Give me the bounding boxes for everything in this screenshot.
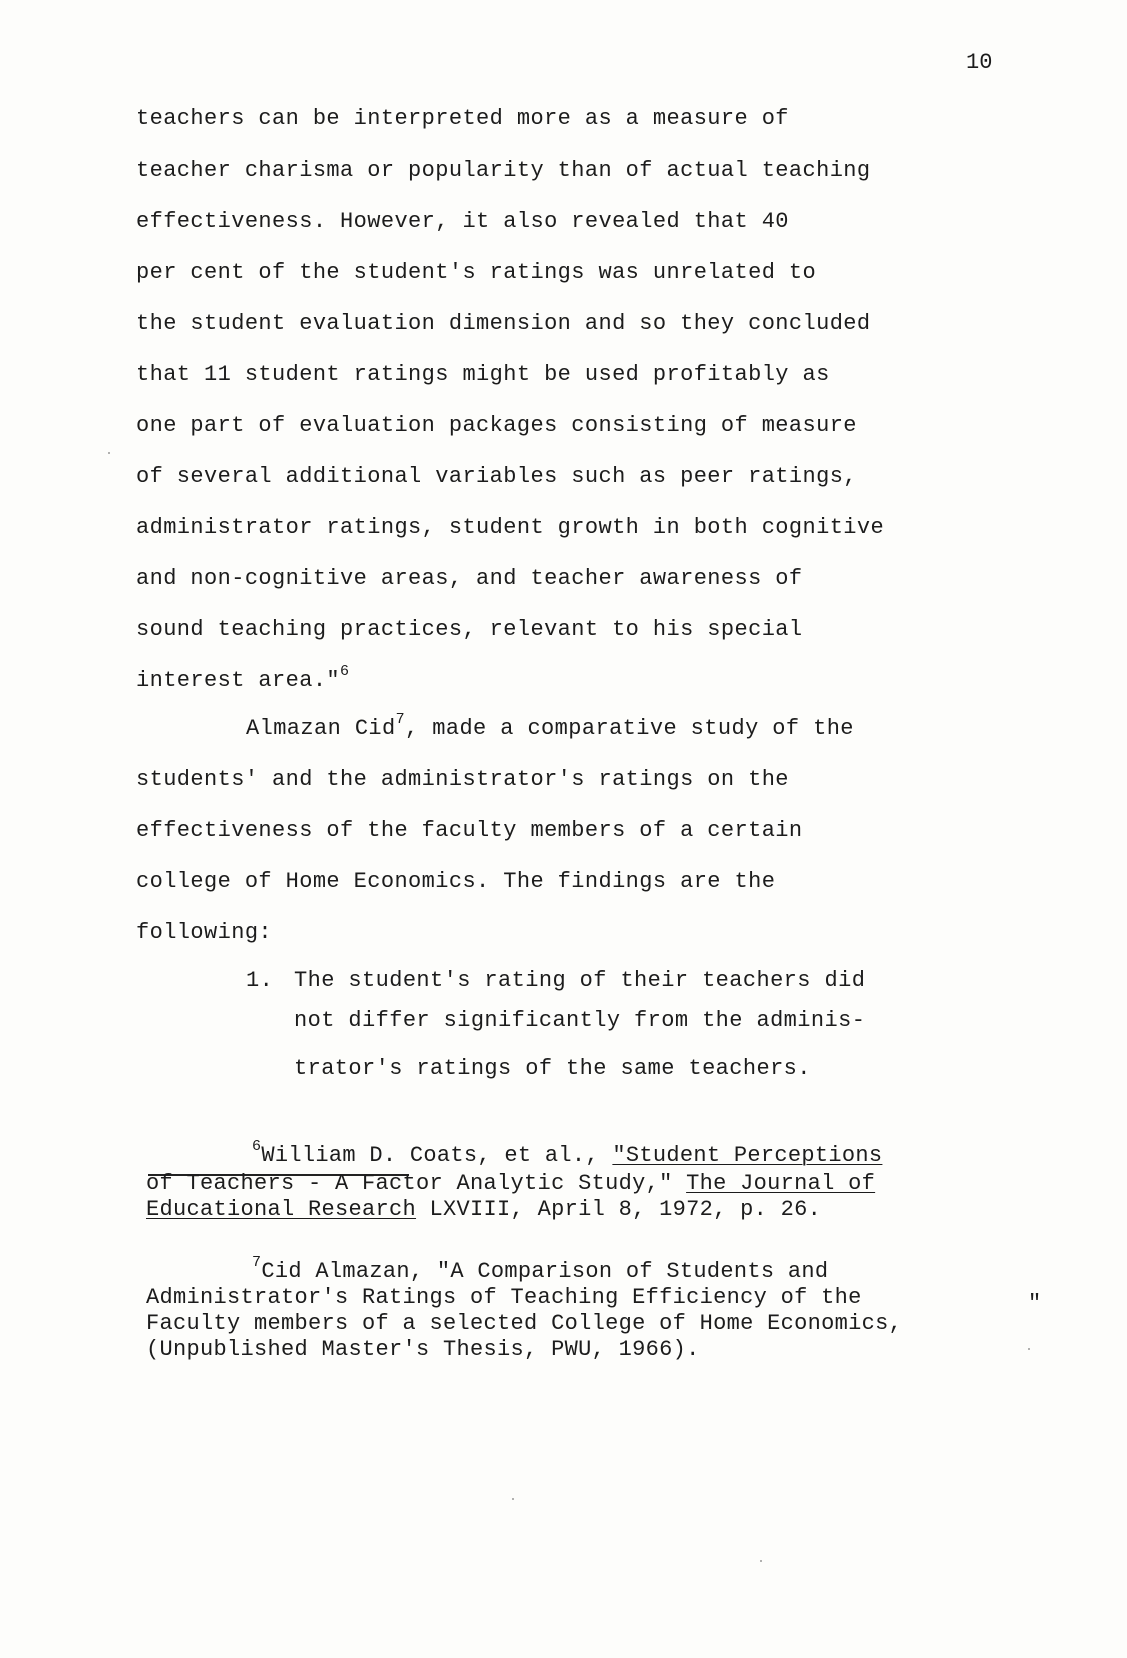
body-line: teacher charisma or popularity than of actual teaching — [136, 158, 871, 183]
body-line-last — [136, 662, 350, 694]
body-line: administrator ratings, student growth in both cognitive — [136, 515, 885, 540]
body-line: college of Home Economics. The findings are the — [136, 869, 776, 894]
body-line: per cent of the student's ratings was unrelated to — [136, 260, 817, 285]
footnote-7-text: Cid Almazan, "A Comparison of Students and — [261, 1259, 829, 1284]
footnote-ref-6: 6 — [340, 662, 350, 680]
list-item-line: trator's ratings of the same teachers. — [294, 1056, 811, 1081]
footnote-ref-7: 7 — [395, 710, 406, 728]
footnote-7-quote-mark: " — [1028, 1291, 1042, 1316]
footnote-6-citation: LXVIII, April 8, 1972, p. 26. — [416, 1197, 822, 1222]
scan-speck — [108, 452, 110, 454]
body-line-text: , made a comparative study of the — [405, 716, 854, 741]
body-line: sound teaching practices, relevant to his special — [136, 617, 803, 642]
body-line — [246, 710, 854, 742]
footnote-7-line: Administrator's Ratings of Teaching Efficiency of the — [146, 1285, 862, 1310]
body-line: effectiveness of the faculty members of a certain — [136, 818, 803, 843]
body-line: students' and the administrator's ratings on the — [136, 767, 789, 792]
footnote-6-marker: 6 — [252, 1137, 262, 1155]
body-line: of several additional variables such as peer ratings, — [136, 464, 857, 489]
footnote-7-line: (Unpublished Master's Thesis, PWU, 1966). — [146, 1337, 700, 1362]
body-line: and non-cognitive areas, and teacher awareness of — [136, 566, 803, 591]
scan-speck — [512, 1498, 514, 1500]
body-line: the student evaluation dimension and so they concluded — [136, 311, 871, 336]
list-item-line: not differ significantly from the adminis- — [294, 1008, 866, 1033]
scan-speck — [1028, 1348, 1030, 1350]
body-line: one part of evaluation packages consisting of measure — [136, 413, 857, 438]
body-line: following: — [136, 920, 273, 945]
footnote-6-journal: The Journal of — [686, 1171, 876, 1196]
body-line: that 11 student ratings might be used profitably as — [136, 362, 830, 387]
footnote-6-line — [252, 1137, 883, 1168]
footnote-6-title-cont: of Teachers - A Factor Analytic Study," — [146, 1171, 687, 1196]
footnote-7-marker: 7 — [252, 1253, 262, 1271]
body-line: teachers can be interpreted more as a measure of — [136, 106, 789, 131]
body-line-text: Almazan Cid — [246, 716, 396, 741]
page-number: 10 — [966, 50, 993, 75]
list-item-number: 1. — [246, 968, 274, 993]
body-line-text: interest area." — [136, 668, 341, 693]
footnote-6-title: "Student Perceptions — [612, 1143, 883, 1168]
footnote-6-line — [146, 1172, 875, 1196]
list-item-line: The student's rating of their teachers did — [294, 968, 866, 993]
footnote-7-line — [252, 1253, 829, 1284]
footnote-6-journal-cont: Educational Research — [146, 1197, 417, 1222]
body-line: effectiveness. However, it also revealed that 40 — [136, 209, 789, 234]
footnote-6-author: William D. Coats, et al., — [261, 1143, 613, 1168]
footnote-6-line — [146, 1198, 821, 1222]
footnote-7-line: Faculty members of a selected College of Home Economics, — [146, 1311, 903, 1336]
scan-speck — [760, 1560, 762, 1562]
